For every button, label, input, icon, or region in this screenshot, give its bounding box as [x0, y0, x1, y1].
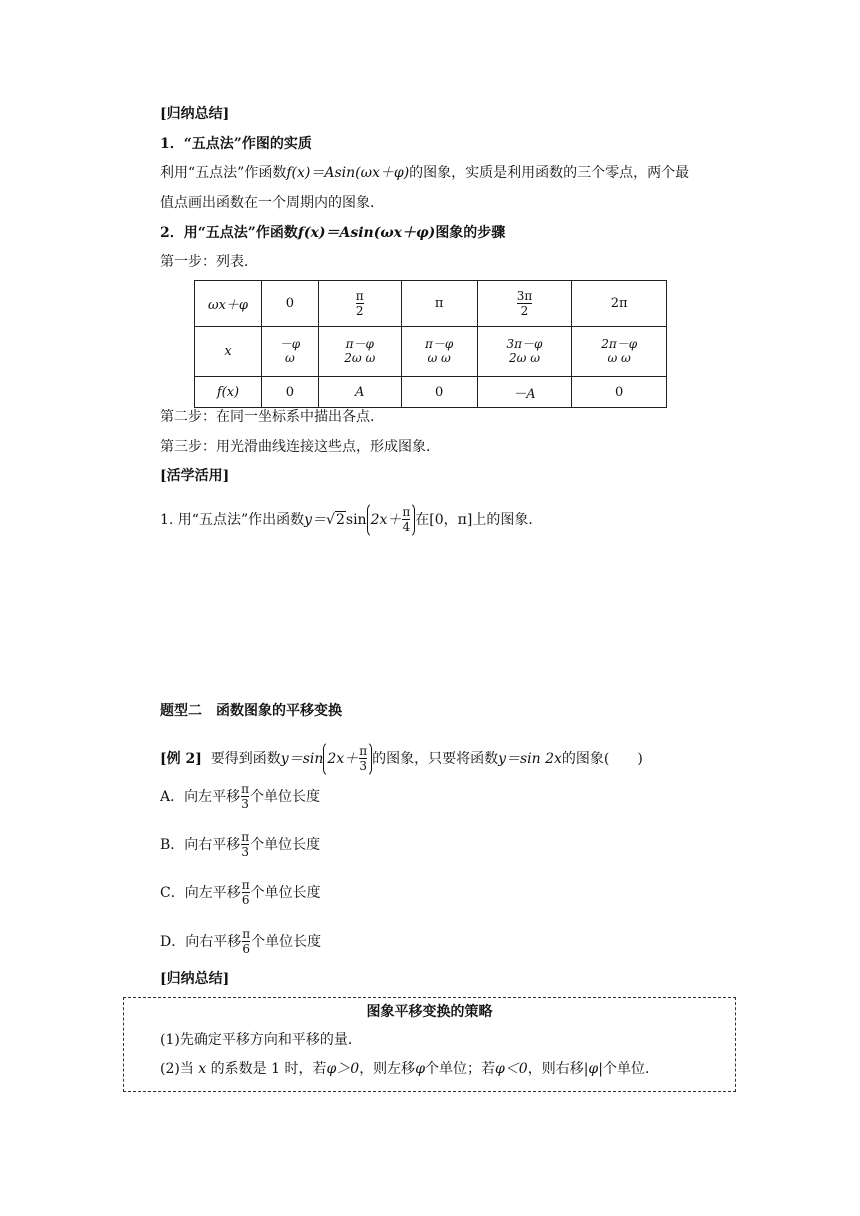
frac-num: 3π: [516, 288, 533, 303]
option-b[interactable]: [160, 830, 320, 860]
example-2: [160, 739, 643, 779]
table-cell: 0: [262, 281, 319, 327]
table-cell-row1-label: ωx＋φ: [195, 281, 262, 327]
option-text: D．向右平移: [160, 934, 242, 950]
frac-den: 6: [241, 893, 250, 907]
practice-heading: [活学活用]: [160, 468, 230, 484]
option-a[interactable]: [160, 782, 320, 812]
table-cell: [477, 281, 572, 327]
frac-den: 3: [359, 759, 367, 773]
point1-text-cont: 值点画出函数在一个周期内的图象．: [160, 195, 384, 211]
option-text: 个单位长度: [250, 885, 321, 901]
line2-k: 个单位．: [602, 1061, 659, 1077]
option-c[interactable]: [160, 878, 321, 908]
table-cell: 2π: [572, 281, 667, 327]
ex-text-a: 要得到函数: [210, 751, 281, 767]
option-text: A．向左平移: [160, 789, 241, 805]
strategy-line-1: (1)先确定平移方向和平移的量．: [160, 1032, 362, 1048]
frac-den: ω ω: [427, 351, 451, 365]
point1-text-c: 的图象，实质是利用函数的三个零点，两个最: [409, 165, 690, 181]
frac-num: －φ: [279, 337, 301, 351]
sqrt-symbol: √: [326, 512, 335, 528]
q1-tail: 在[0，π]上的图象．: [415, 512, 543, 528]
frac-den: 4: [402, 520, 411, 534]
frac-num: π: [402, 505, 411, 519]
ex-func: y＝sin: [280, 751, 324, 767]
table-cell: －A: [477, 377, 572, 408]
line2-x: x: [198, 1061, 207, 1077]
paren-expression: [367, 502, 416, 538]
frac-den: 3: [241, 797, 249, 811]
type2-title: 题型二 函数图象的平移变换: [160, 703, 342, 719]
paren-expression: [323, 741, 372, 777]
point2-formula: f(x)＝Asin(ωx＋φ): [297, 225, 436, 241]
sqrt-value: 2: [335, 512, 345, 528]
ex-text-h: 的图象( ): [561, 751, 643, 767]
summary-heading: [归纳总结]: [160, 106, 230, 122]
table-cell: [262, 327, 319, 377]
q1-text: 1. 用“五点法”作出函数: [160, 512, 305, 528]
frac-den: 6: [242, 942, 250, 956]
frac-den: 2: [355, 303, 364, 318]
frac-den: 2ω ω: [344, 351, 376, 365]
table-cell-row3-label: f(x): [195, 377, 262, 408]
frac-num: π: [359, 744, 368, 758]
frac-den: 2: [517, 303, 533, 318]
line2-a: (2)当: [160, 1061, 194, 1077]
frac-num: 2π－φ: [601, 337, 638, 351]
table-cell: A: [318, 377, 401, 408]
frac-num: π: [355, 288, 364, 303]
option-text: 个单位长度: [251, 934, 322, 950]
q1-inner: 2x＋: [370, 512, 402, 528]
table-cell: 0: [262, 377, 319, 408]
summary-heading-2: [归纳总结]: [160, 971, 230, 987]
option-text: C．向左平移: [160, 885, 241, 901]
table-cell: [401, 327, 477, 377]
point1-title: 1．“五点法”作图的实质: [160, 136, 312, 152]
option-d[interactable]: [160, 927, 321, 957]
table-cell: 0: [572, 377, 667, 408]
formula-f: f(x)＝Asin(ωx＋φ): [286, 165, 410, 181]
point1-text-a: 利用“五点法”作函数: [160, 165, 287, 181]
line2-c: 的系数是 1 时，若: [210, 1061, 327, 1077]
line2-phi-neg: φ＜0: [495, 1061, 528, 1077]
ex-text-f: 的图象，只要将函数: [372, 751, 499, 767]
table-row: [195, 327, 667, 377]
frac-num: π: [241, 782, 250, 796]
point2-title-a: 2．用“五点法”作函数: [160, 225, 298, 241]
line2-i: ，则右移: [527, 1061, 584, 1077]
five-point-table: [194, 280, 667, 408]
table-cell: [318, 327, 401, 377]
point2-title: [160, 223, 505, 243]
table-cell: [477, 327, 572, 377]
line2-e: ，则左移: [359, 1061, 416, 1077]
frac-den: ω: [285, 351, 295, 365]
frac-num: π: [242, 927, 251, 941]
strategy-line-2: [160, 1059, 659, 1079]
option-text: B．向右平移: [160, 837, 241, 853]
line2-g: 个单位；若: [425, 1061, 495, 1077]
frac-num: 3π－φ: [506, 337, 543, 351]
strategy-box: [123, 997, 736, 1092]
line2-phi-pos: φ＞0: [326, 1061, 360, 1077]
strategy-title: 图象平移变换的策略: [366, 1004, 493, 1020]
table-cell-row2-label: x: [195, 327, 262, 377]
table-cell: π: [401, 281, 477, 327]
table-row: [195, 377, 667, 408]
table-cell: [318, 281, 401, 327]
point1-text: [160, 163, 689, 183]
step3: 第三步：用光滑曲线连接这些点，形成图象．: [160, 439, 440, 455]
example-label: [例 2]: [160, 751, 202, 767]
ex-inner: 2x＋: [327, 751, 359, 767]
frac-den: ω ω: [607, 351, 631, 365]
point2-title-c: 图象的步骤: [435, 225, 506, 241]
option-text: 个单位长度: [250, 837, 321, 853]
q1-y: y＝: [304, 512, 327, 528]
table-cell: [572, 327, 667, 377]
step1: 第一步：列表．: [160, 254, 258, 270]
frac-num: π－φ: [424, 337, 454, 351]
frac-num: π－φ: [345, 337, 374, 351]
line2-phi: φ: [415, 1061, 425, 1077]
option-text: 个单位长度: [250, 789, 321, 805]
frac-den: 2ω ω: [508, 351, 540, 365]
frac-num: π: [241, 830, 250, 844]
step2: 第二步：在同一坐标系中描出各点．: [160, 409, 384, 425]
ex-func2: y＝sin 2x: [498, 751, 562, 767]
q1-sin: sin: [345, 512, 367, 528]
frac-num: π: [241, 878, 250, 892]
table-cell: 0: [401, 377, 477, 408]
practice-question-1: [160, 500, 542, 540]
frac-den: 3: [241, 845, 250, 859]
table-row: [195, 281, 667, 327]
line2-abs-phi: |φ|: [583, 1061, 603, 1077]
